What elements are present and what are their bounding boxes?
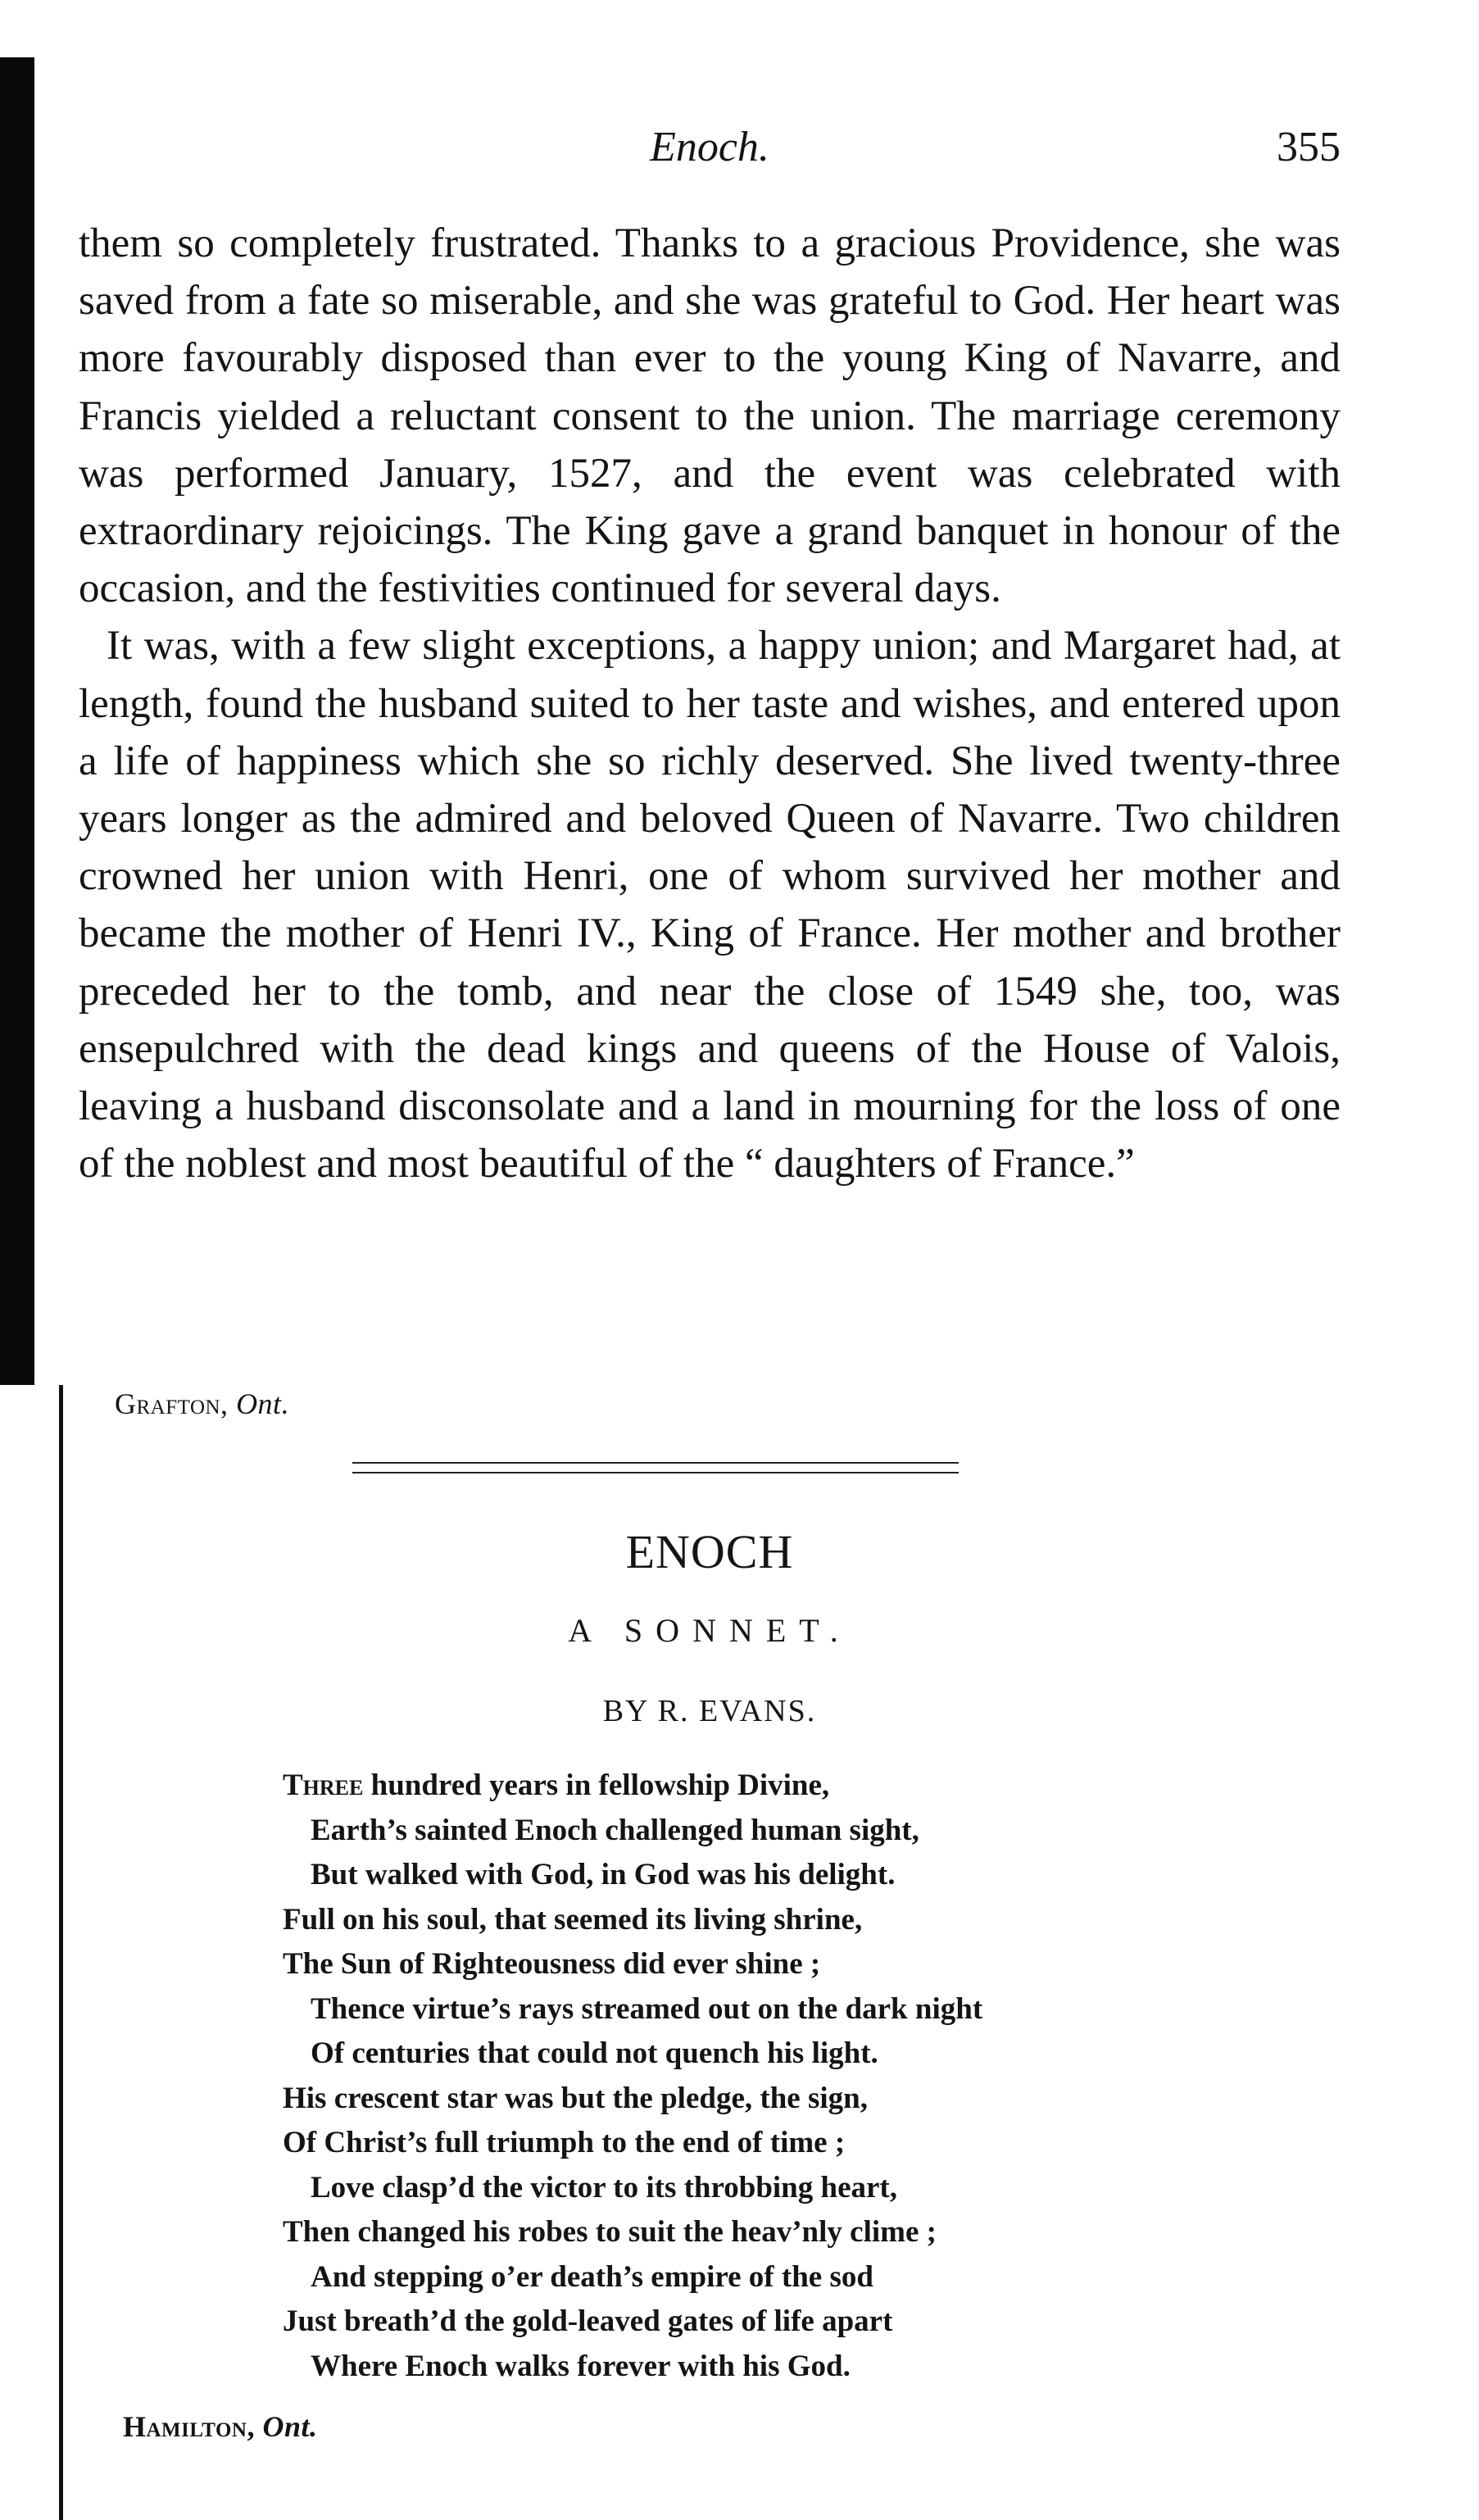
poem-author: BY R. EVANS. xyxy=(602,1694,817,1728)
poem-signoff xyxy=(123,2409,318,2444)
poem-title: ENOCH xyxy=(625,1525,794,1578)
poem-line: But walked with God, in God was his delight. xyxy=(311,1858,896,1891)
poem-line: Then changed his robes to suit the heav’nly clime ; xyxy=(283,2215,937,2249)
poem-line: Just breath’d the gold-leaved gates of life apart xyxy=(283,2304,893,2338)
signoff-province: Ont. xyxy=(236,1387,290,1420)
article-signoff xyxy=(115,1387,289,1421)
poem-line: And stepping o’er death’s empire of the sod xyxy=(311,2259,873,2294)
running-title: Enoch. xyxy=(650,124,769,170)
poem-signoff-province: Ont. xyxy=(262,2410,318,2443)
poem-line: Of Christ’s full triumph to the end of time ; xyxy=(283,2126,846,2159)
poem-line: Earth’s sainted Enoch challenged human sight, xyxy=(311,1813,919,1847)
poem-line: Where Enoch walks forever with his God. xyxy=(311,2349,851,2383)
page-edge-line xyxy=(59,1385,63,2520)
section-divider-top xyxy=(352,1462,959,1464)
paragraph-2: It was, with a few slight exceptions, a happy union; and Margaret had, at length, found the husband suited to her taste and wishes, and entered upon a life of happiness which she so richly deserved. She lived twenty-three years longer as the admired and beloved Queen of Navarre. Two children crowned her union with Henri, one of whom survived her mother and became the mother of Henri IV., King of France. Her mother and brother preceded her to the tomb, and near the close of 1549 she, too, was ensepulchred with the dead kings and queens of the House of Valois, leaving a husband disconsolate and a land in mourning for the loss of one of the noblest and most beautiful of the “ daughters of France.” xyxy=(79,623,1341,1187)
poem-subtitle: A SONNET. xyxy=(568,1612,851,1649)
poem-line: Full on his soul, that seemed its living shrine, xyxy=(283,1902,863,1937)
poem-line: Of centuries that could not quench his light. xyxy=(311,2036,878,2070)
page-edge-shadow xyxy=(0,57,34,1385)
poem-line: Love clasp’d the victor to its throbbing heart, xyxy=(311,2170,898,2204)
section-divider-bottom xyxy=(352,1472,959,1473)
paragraph-1: them so completely frustrated. Thanks to a gracious Providence, she was saved from a fate so miserable, and she was grateful to God. Her heart was more favourably disposed than ever to the young King of Navarre, and Francis yielded a reluctant consent to the union. The marriage ceremony was performed January, 1527, and the event was celebrated with extraordinary rejoicings. The King gave a grand banquet in honour of the occasion, and the festivities continued for several days. xyxy=(79,220,1341,612)
poem-line: Thence virtue’s rays streamed out on the dark night xyxy=(311,1991,983,2026)
page-header xyxy=(79,123,1341,180)
article-body xyxy=(79,215,1341,1192)
poem-first-line-rest: hundred years in fellowship Divine, xyxy=(363,1769,830,1802)
poem-line: His crescent star was but the pledge, the sign, xyxy=(283,2081,868,2115)
poem-first-word: Three xyxy=(283,1769,364,1802)
poem-line: The Sun of Righteousness did ever shine ; xyxy=(283,1947,821,1981)
signoff-place: Grafton, xyxy=(115,1387,229,1420)
poem-body xyxy=(283,1764,1266,2389)
poem-signoff-place: Hamilton, xyxy=(123,2410,255,2443)
poem-line xyxy=(283,1764,1266,1809)
page-number: 355 xyxy=(1277,124,1341,170)
